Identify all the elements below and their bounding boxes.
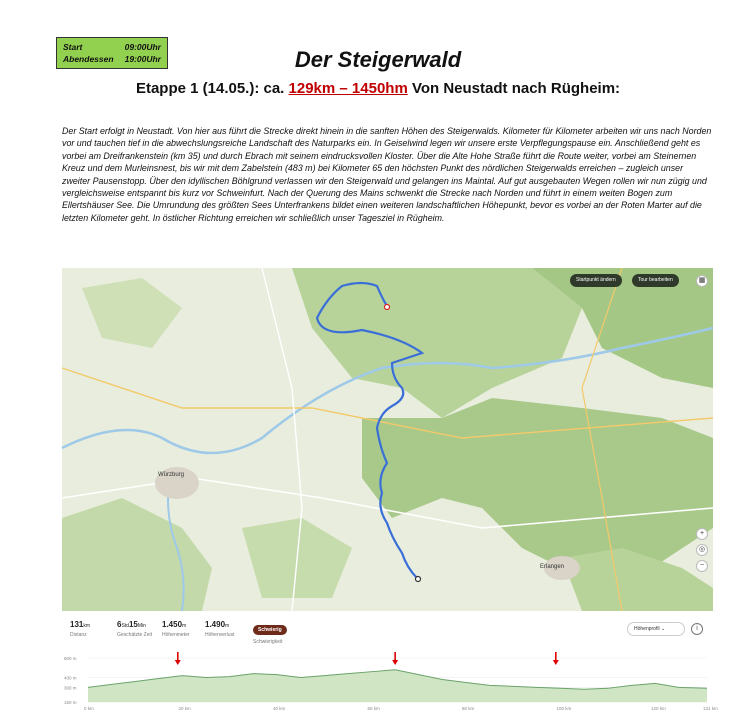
distance-value: 131 xyxy=(70,620,84,629)
profile-x-tick: 20 km xyxy=(178,706,191,711)
zoom-in-icon[interactable]: + xyxy=(696,528,708,540)
profile-y-tick: 600 m xyxy=(64,656,77,661)
city-label-wuerzburg: Würzburg xyxy=(158,472,185,478)
stage-distance: 129km – 1450hm xyxy=(288,80,408,97)
difficulty-label: Schwierigkeit xyxy=(253,639,283,645)
difficulty-badge: Schwierig xyxy=(253,625,287,635)
profile-area xyxy=(88,670,707,702)
distance-unit: km xyxy=(83,623,91,629)
time-label: Geschätzte Zeit xyxy=(117,632,153,638)
chevron-down-icon: ⌄ xyxy=(660,626,666,632)
time-hours: 6 xyxy=(117,620,122,629)
profile-x-tick: 40 km xyxy=(273,706,286,711)
map-canvas xyxy=(62,268,713,611)
subtitle-prefix: Etappe 1 (14.05.): ca. xyxy=(135,80,289,97)
start-time: 09:00Uhr xyxy=(124,42,161,52)
profile-y-tick: 300 m xyxy=(64,685,77,691)
profile-x-tick: 0 km xyxy=(84,706,94,711)
zoom-out-icon[interactable]: − xyxy=(696,560,708,572)
profile-x-tick: 60 km xyxy=(367,706,380,711)
up-unit: m xyxy=(182,623,187,629)
profile-x-tick: 100 km xyxy=(556,706,572,711)
pause-marker-arrowhead xyxy=(392,660,398,665)
profile-select-label: Höhenprofil xyxy=(634,626,660,632)
profile-y-tick: 150 m xyxy=(64,700,77,705)
down-unit: m xyxy=(225,623,230,629)
elevation-chart xyxy=(62,652,718,712)
up-value: 1.450 xyxy=(162,620,183,629)
locate-icon[interactable]: ◎ xyxy=(696,544,708,556)
stat-elevation-up xyxy=(162,620,190,638)
dinner-label: Abendessen xyxy=(63,54,114,64)
up-label: Höhenmeter xyxy=(162,632,190,638)
profile-select[interactable] xyxy=(627,622,685,636)
route-map[interactable] xyxy=(62,268,713,611)
pause-marker-arrowhead xyxy=(175,660,181,665)
profile-y-tick: 400 m xyxy=(64,675,77,681)
dinner-time: 19:00Uhr xyxy=(124,54,161,64)
elevation-profile[interactable] xyxy=(62,652,718,712)
stat-difficulty xyxy=(253,618,287,645)
down-value: 1.490 xyxy=(205,620,226,629)
time-minutes-unit: Min xyxy=(137,623,146,629)
edit-tour-button[interactable]: Tour bearbeiten xyxy=(632,274,679,287)
profile-x-tick: 80 km xyxy=(462,706,475,711)
profile-x-tick: 120 km xyxy=(651,706,666,711)
stat-elevation-down xyxy=(205,620,234,638)
down-label: Höhenverlust xyxy=(205,632,235,638)
start-label: Start xyxy=(63,42,83,52)
layers-icon[interactable]: ▦ xyxy=(696,275,708,287)
route-stats xyxy=(62,612,713,652)
stage-subtitle xyxy=(0,80,756,97)
time-minutes: 15 xyxy=(128,620,138,629)
page-title: Der Steigerwald xyxy=(294,47,462,72)
stat-distance xyxy=(70,620,90,638)
route-description: Der Start erfolgt in Neustadt. Von hier aus führt die Strecke direkt hinein in die sanften Höhen des Steigerwalds. Kilometer für Kilometer arbeiten wir uns nach Norden vor und tauchen tief in die abwechslungsreiche Landschaft des Naturparks ein. In Geiselwind legen wir unsere erste Verpflegungspause ein. Anschließend geht es vorbei am Dreifrankenstein (km 35) und durch Ebrach mit seinem eindrucksvollen Kloster. Über die Alte Hohe Straße führt die Route weiter, vorbei am Steinernen Kreuz und dem Murleinsnest, bis wir mit dem Zabelstein (483 m) bei Kilometer 65 den höchsten Punkt des nördlichen Steigerwalds erreichen – zugleich unser zweiter Pausenstopp. Über den idyllischen Böhlgrund verlassen wir den Steigerwald und gelangen ins Maintal. Auf gut ausgebauten Wegen rollen wir nun zügig und vergleichsweise entspannt bis kurz vor Schweinfurt. Nach der Querung des Mains schwenkt die Strecke nach Norden und führt in einem weiten Bogen zum Ellertshäuser See. Die Umrundung des größten Sees Unterfrankens bildet einen weiteren landschaftlichen Höhepunkt, bevor es vorbei an der Roten Marter auf die letzten Kilometer geht. In östlicher Richtung erreichen wir schließlich unser Tagesziel in Rügheim. xyxy=(62,126,712,223)
change-start-button[interactable]: Startpunkt ändern xyxy=(570,274,622,287)
subtitle-suffix: Von Neustadt nach Rügheim: xyxy=(407,80,621,97)
pause-marker-arrowhead xyxy=(553,660,559,665)
profile-x-tick: 131 km xyxy=(703,706,718,711)
stat-time xyxy=(117,620,152,638)
time-hours-unit: Std xyxy=(121,623,129,629)
city-label-erlangen: Erlangen xyxy=(540,564,565,570)
distance-label: Distanz xyxy=(70,632,87,638)
info-icon[interactable]: i xyxy=(691,623,703,635)
